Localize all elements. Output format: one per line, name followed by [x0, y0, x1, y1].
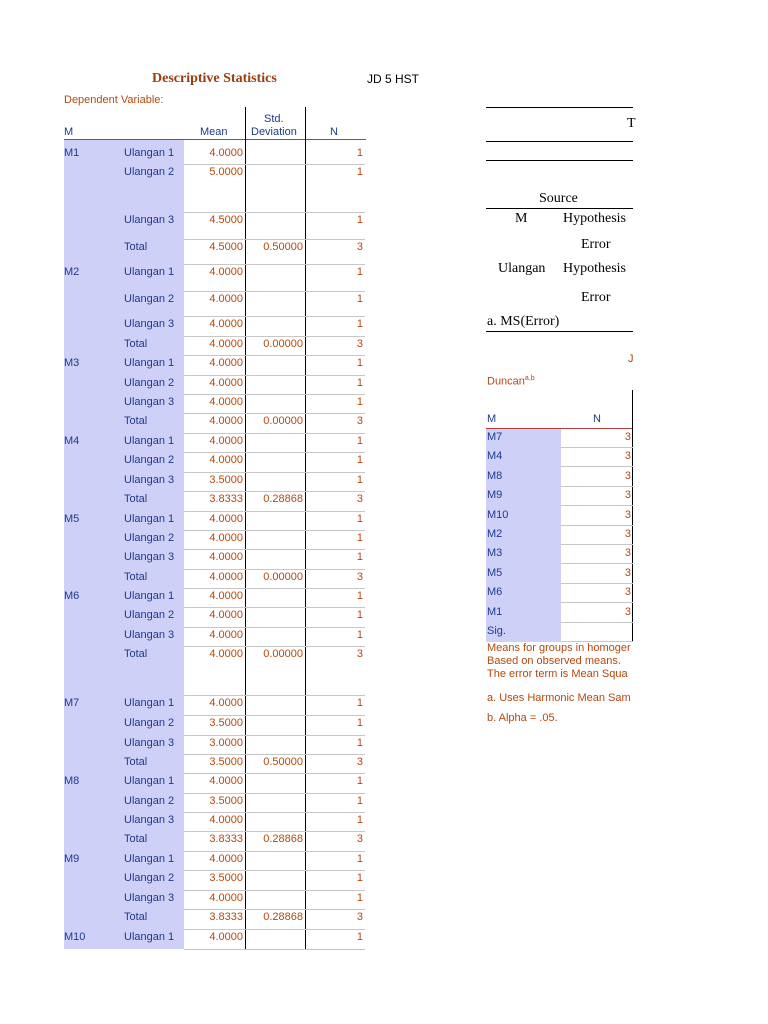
n-value: 1: [356, 474, 363, 486]
table-row-separator: [184, 433, 365, 434]
duncan-title-fragment: J: [628, 353, 634, 365]
mean-value: 4.0000: [209, 629, 243, 641]
mean-value: 4.0000: [209, 415, 243, 427]
n-value: 1: [356, 318, 363, 330]
side-label: JD 5 HST: [367, 72, 420, 86]
row-label: Total: [124, 756, 148, 768]
row-label: Ulangan 3: [124, 474, 175, 486]
duncan-note-a: a. Uses Harmonic Mean Sam: [487, 692, 631, 704]
row-label: Ulangan 2: [124, 795, 175, 807]
table-row-separator: [184, 336, 365, 337]
mean-value: 4.0000: [209, 697, 243, 709]
mean-value: 4.0000: [209, 892, 243, 904]
mean-value: 4.0000: [209, 590, 243, 602]
duncan-row-label: M7: [487, 431, 503, 443]
duncan-row-separator: [561, 563, 633, 564]
n-value: 1: [356, 892, 363, 904]
duncan-row-separator: [561, 466, 633, 467]
mean-value: 3.0000: [209, 737, 243, 749]
mean-value: 4.0000: [209, 377, 243, 389]
mean-value: 3.5000: [209, 717, 243, 729]
n-value: 3: [356, 648, 363, 660]
n-value: 1: [356, 737, 363, 749]
anova-rule-3: [486, 160, 633, 161]
row-label: Ulangan 2: [124, 532, 175, 544]
mean-col-line: [245, 107, 246, 949]
anova-error-1: Error: [581, 237, 611, 252]
group-label: M10: [64, 931, 86, 943]
n-value: 1: [356, 629, 363, 641]
row-label: Ulangan 3: [124, 551, 175, 563]
mean-value: 3.5000: [209, 872, 243, 884]
mean-value: 4.0000: [209, 338, 243, 350]
table-row-separator: [184, 851, 365, 852]
table-row-separator: [184, 212, 365, 213]
row-label: Ulangan 1: [124, 590, 175, 602]
table-row-separator: [184, 812, 365, 813]
table-row-separator: [184, 909, 365, 910]
duncan-row-separator: [561, 505, 633, 506]
n-value: 1: [356, 551, 363, 563]
duncan-row-label: M5: [487, 567, 503, 579]
table-row-separator: [184, 569, 365, 570]
n-value: 1: [356, 532, 363, 544]
std-deviation-value: 0.00000: [263, 571, 303, 583]
duncan-row-separator: [561, 447, 633, 448]
duncan-row-label: M9: [487, 489, 503, 501]
row-label: Ulangan 3: [124, 737, 175, 749]
row-label: Ulangan 1: [124, 513, 175, 525]
duncan-row-label: M10: [487, 509, 509, 521]
row-label: Ulangan 2: [124, 872, 175, 884]
anova-row-m: M: [515, 211, 528, 226]
n-value: 1: [356, 166, 363, 178]
row-label: Ulangan 2: [124, 454, 175, 466]
table-row-separator: [184, 929, 365, 930]
n-value: 3: [356, 241, 363, 253]
group-label: M1: [64, 147, 80, 159]
dependent-variable-label: Dependent Variable:: [64, 94, 164, 106]
mean-value: 5.0000: [209, 166, 243, 178]
header-n: N: [330, 126, 338, 138]
row-label: Total: [124, 338, 148, 350]
table-row-separator: [184, 890, 365, 891]
duncan-note-1: Means for groups in homoger: [487, 642, 631, 654]
anova-rule-4: [486, 208, 633, 209]
duncan-row-label: M8: [487, 470, 503, 482]
row-label: Ulangan 3: [124, 318, 175, 330]
mean-value: 4.0000: [209, 532, 243, 544]
mean-value: 4.0000: [209, 266, 243, 278]
table-row-separator: [184, 164, 365, 165]
group-label: M6: [64, 590, 80, 602]
table-row-separator: [184, 715, 365, 716]
row-label: Ulangan 2: [124, 377, 175, 389]
table-row-separator: [184, 646, 365, 647]
descriptive-statistics-title: Descriptive Statistics: [152, 71, 277, 86]
row-label: Ulangan 1: [124, 853, 175, 865]
table-row-separator: [184, 452, 365, 453]
row-label: Total: [124, 415, 148, 427]
row-label: Ulangan 3: [124, 214, 175, 226]
mean-value: 4.0000: [209, 571, 243, 583]
n-value: 3: [356, 338, 363, 350]
mean-value: 4.0000: [209, 293, 243, 305]
table-row-separator: [184, 291, 365, 292]
duncan-n-value: 3: [624, 509, 631, 521]
n-value: 1: [356, 377, 363, 389]
mean-value: 3.8333: [209, 833, 243, 845]
duncan-row-label: M6: [487, 586, 503, 598]
mean-value: 3.8333: [209, 911, 243, 923]
n-value: 1: [356, 795, 363, 807]
duncan-n-value: 3: [624, 606, 631, 618]
std-deviation-value: 0.50000: [263, 241, 303, 253]
row-label: Ulangan 2: [124, 293, 175, 305]
mean-value: 4.0000: [209, 551, 243, 563]
mean-value: 3.5000: [209, 756, 243, 768]
anova-hypothesis-2: Hypothesis: [563, 261, 626, 276]
n-value: 1: [356, 513, 363, 525]
duncan-row-separator: [561, 602, 633, 603]
row-label: Ulangan 1: [124, 435, 175, 447]
table-row-separator: [184, 355, 365, 356]
mean-value: 4.0000: [209, 435, 243, 447]
duncan-n-value: 3: [624, 528, 631, 540]
std-deviation-value: 0.00000: [263, 648, 303, 660]
mean-value: 4.0000: [209, 318, 243, 330]
anova-footnote: a. MS(Error): [487, 314, 560, 329]
table-row-separator: [184, 530, 365, 531]
table-row-separator: [184, 793, 365, 794]
duncan-row-separator: [561, 486, 633, 487]
n-value: 1: [356, 931, 363, 943]
row-label: Total: [124, 911, 148, 923]
table-row-separator: [184, 549, 365, 550]
header-deviation: Deviation: [251, 126, 297, 138]
anova-row-ulangan: Ulangan: [498, 261, 546, 276]
row-label: Ulangan 3: [124, 629, 175, 641]
mean-value: 3.5000: [209, 795, 243, 807]
mean-value: 4.0000: [209, 814, 243, 826]
table-row-separator: [184, 870, 365, 871]
n-value: 3: [356, 571, 363, 583]
n-value: 1: [356, 293, 363, 305]
duncan-label-text: Duncan: [487, 375, 525, 388]
duncan-row-separator: [561, 622, 633, 623]
anova-title-fragment: T: [627, 116, 636, 131]
table-row-separator: [184, 511, 365, 512]
duncan-note-b: b. Alpha = .05.: [487, 712, 558, 724]
std-deviation-value: 0.00000: [263, 415, 303, 427]
n-value: 1: [356, 396, 363, 408]
mean-value: 4.0000: [209, 513, 243, 525]
table-row-separator: [184, 375, 365, 376]
group-label: M3: [64, 357, 80, 369]
mean-value: 4.0000: [209, 648, 243, 660]
mean-value: 4.5000: [209, 241, 243, 253]
mean-value: 4.0000: [209, 454, 243, 466]
table-row-separator: [184, 754, 365, 755]
n-value: 1: [356, 147, 363, 159]
table-row-separator: [184, 735, 365, 736]
n-value: 1: [356, 872, 363, 884]
duncan-row-label: M3: [487, 547, 503, 559]
duncan-n-value: 3: [624, 489, 631, 501]
row-label: Total: [124, 241, 148, 253]
duncan-n-value: 3: [624, 450, 631, 462]
row-label: Ulangan 1: [124, 357, 175, 369]
anova-top-rule: [486, 107, 633, 108]
table-row-separator: [184, 588, 365, 589]
table-row-separator: [184, 627, 365, 628]
row-label: Total: [124, 571, 148, 583]
duncan-n-value: 3: [624, 431, 631, 443]
row-label: Total: [124, 648, 148, 660]
row-label: Ulangan 1: [124, 147, 175, 159]
n-value: 3: [356, 493, 363, 505]
duncan-note-3: The error term is Mean Squa: [487, 668, 628, 680]
n-value: 1: [356, 609, 363, 621]
duncan-row-label: M4: [487, 450, 503, 462]
n-value: 3: [356, 415, 363, 427]
group-label: M2: [64, 266, 80, 278]
duncan-row-separator: [561, 525, 633, 526]
table-row-separator: [184, 607, 365, 608]
mean-value: 4.0000: [209, 609, 243, 621]
table-row-separator: [184, 316, 365, 317]
n-value: 3: [356, 756, 363, 768]
row-label: Ulangan 1: [124, 697, 175, 709]
group-label: M4: [64, 435, 80, 447]
group-label: M9: [64, 853, 80, 865]
mean-value: 4.5000: [209, 214, 243, 226]
duncan-header-n: N: [593, 413, 601, 425]
mean-value: 3.5000: [209, 474, 243, 486]
duncan-row-label: Sig.: [487, 625, 506, 637]
group-label: M7: [64, 697, 80, 709]
table-row-separator: [184, 949, 365, 950]
duncan-n-value: 3: [624, 470, 631, 482]
table-row-separator: [184, 264, 365, 265]
anova-hypothesis-1: Hypothesis: [563, 211, 626, 226]
n-value: 3: [356, 833, 363, 845]
duncan-n-value: 3: [624, 586, 631, 598]
row-label: Total: [124, 833, 148, 845]
std-deviation-value: 0.28868: [263, 833, 303, 845]
label-column-shade: [64, 140, 184, 949]
table-row-separator: [184, 239, 365, 240]
n-value: 1: [356, 266, 363, 278]
row-label: Ulangan 2: [124, 717, 175, 729]
n-value: 1: [356, 814, 363, 826]
mean-value: 4.0000: [209, 396, 243, 408]
std-deviation-value: 0.28868: [263, 493, 303, 505]
table-row-separator: [184, 394, 365, 395]
row-label: Ulangan 1: [124, 775, 175, 787]
row-label: Ulangan 1: [124, 931, 175, 943]
row-label: Total: [124, 493, 148, 505]
mean-value: 4.0000: [209, 357, 243, 369]
anova-error-2: Error: [581, 290, 611, 305]
n-value: 1: [356, 590, 363, 602]
row-label: Ulangan 2: [124, 166, 175, 178]
mean-value: 4.0000: [209, 147, 243, 159]
row-label: Ulangan 1: [124, 266, 175, 278]
mean-value: 4.0000: [209, 931, 243, 943]
duncan-col-line: [632, 428, 633, 641]
n-value: 1: [356, 697, 363, 709]
table-row-separator: [184, 491, 365, 492]
n-value: 1: [356, 357, 363, 369]
header-m: M: [64, 126, 74, 138]
n-value: 1: [356, 454, 363, 466]
header-mean: Mean: [200, 126, 228, 138]
table-row-separator: [184, 472, 365, 473]
table-row-separator: [184, 773, 365, 774]
duncan-header-m: M: [487, 413, 497, 425]
header-std: Std.: [264, 113, 284, 125]
table-row-separator: [184, 695, 365, 696]
n-value: 1: [356, 853, 363, 865]
n-value: 1: [356, 435, 363, 447]
mean-value: 3.8333: [209, 493, 243, 505]
group-label: M5: [64, 513, 80, 525]
row-label: Ulangan 3: [124, 814, 175, 826]
std-deviation-value: 0.28868: [263, 911, 303, 923]
duncan-row-separator: [561, 544, 633, 545]
duncan-row-label: M1: [487, 606, 503, 618]
group-label: M8: [64, 775, 80, 787]
n-value: 1: [356, 775, 363, 787]
duncan-label-superscript: a,b: [524, 375, 535, 382]
row-label: Ulangan 3: [124, 396, 175, 408]
anova-rule-2: [486, 141, 633, 142]
row-label: Ulangan 3: [124, 892, 175, 904]
duncan-n-value: 3: [624, 567, 631, 579]
mean-value: 4.0000: [209, 853, 243, 865]
duncan-label: [487, 375, 535, 388]
duncan-header-divider: [632, 390, 633, 428]
duncan-note-2: Based on observed means.: [487, 655, 621, 667]
mean-value: 4.0000: [209, 775, 243, 787]
n-value: 3: [356, 911, 363, 923]
duncan-row-label: M2: [487, 528, 503, 540]
table-row-separator: [184, 413, 365, 414]
std-deviation-value: 0.00000: [263, 338, 303, 350]
table-row-separator: [184, 831, 365, 832]
duncan-row-separator: [561, 583, 633, 584]
n-value: 1: [356, 717, 363, 729]
anova-bottom-rule: [486, 331, 633, 332]
n-value: 1: [356, 214, 363, 226]
row-label: Ulangan 2: [124, 609, 175, 621]
anova-source-header: Source: [539, 191, 578, 206]
std-deviation-value: 0.50000: [263, 756, 303, 768]
duncan-n-value: 3: [624, 547, 631, 559]
